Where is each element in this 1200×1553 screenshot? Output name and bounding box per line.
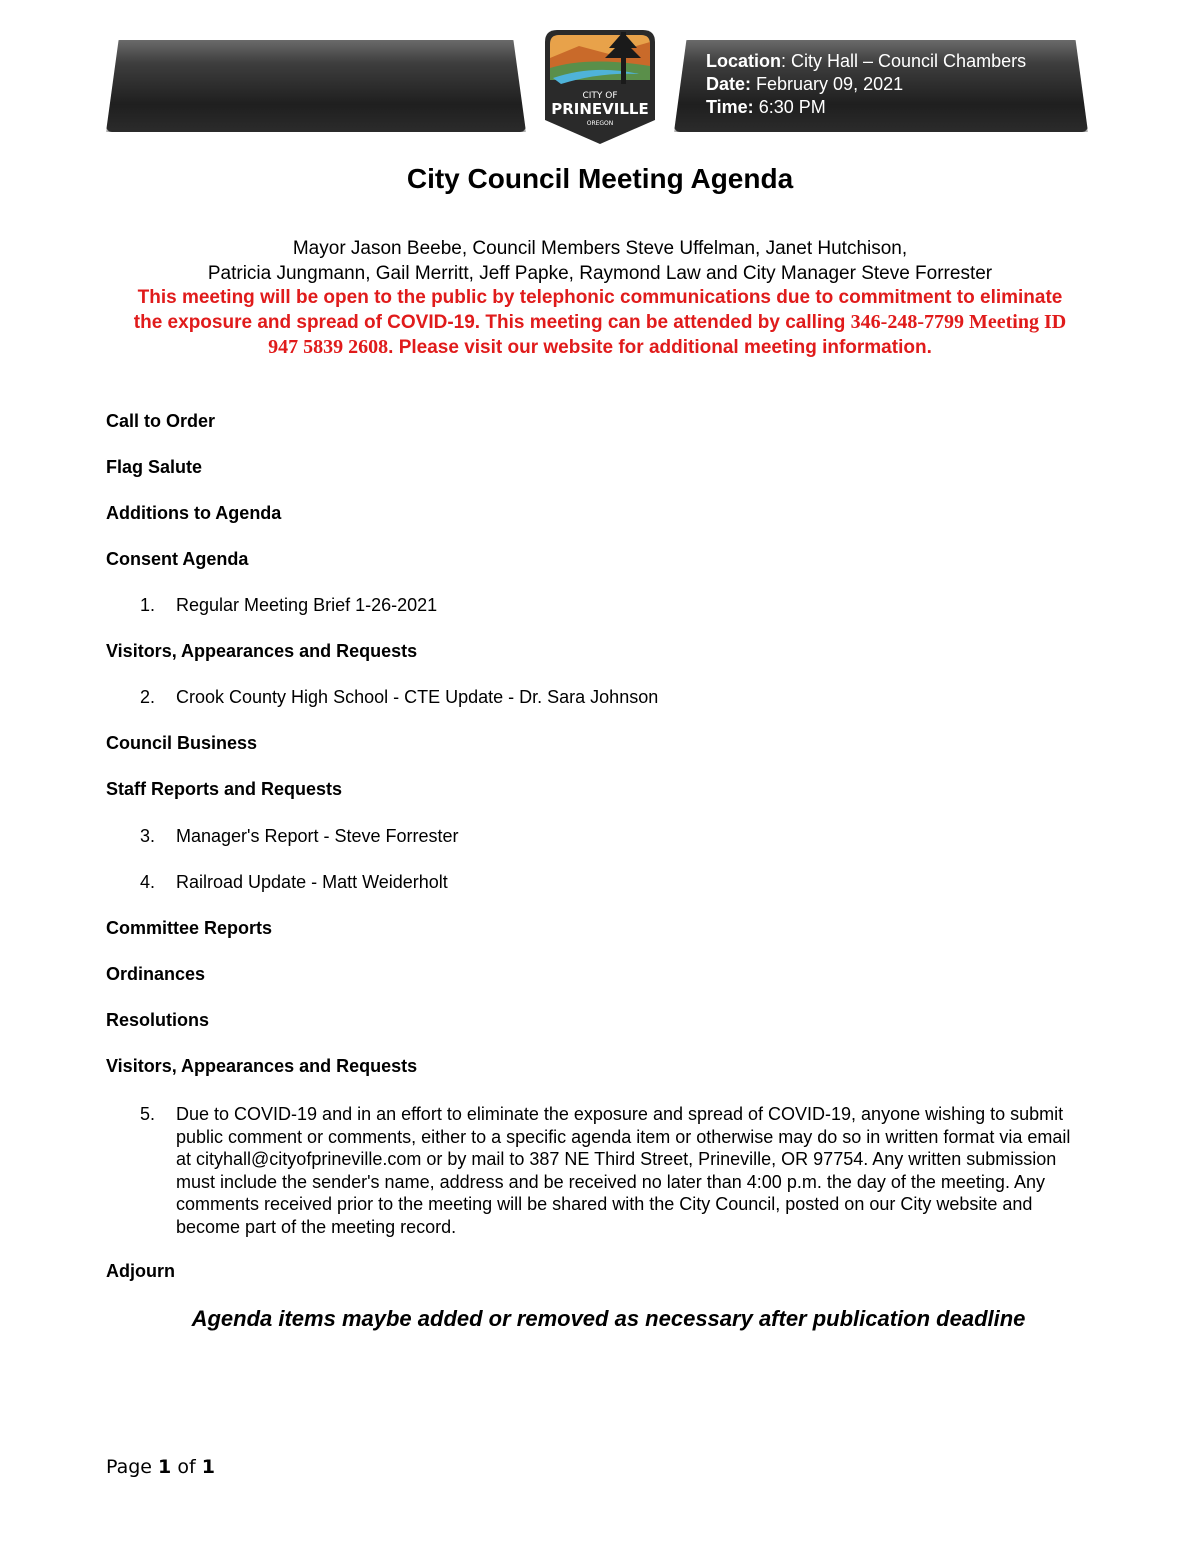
section-resolutions: Resolutions <box>106 1010 210 1030</box>
section-flag-salute: Flag Salute <box>106 457 203 477</box>
logo-text-bottom: OREGON <box>586 120 614 127</box>
date-line: Date: February 09, 2021 <box>706 74 904 94</box>
council-members <box>0 236 1200 286</box>
agenda-item-4: 4. Railroad Update - Matt Weiderholt <box>140 872 448 892</box>
agenda-item-2: 2. Crook County High School - CTE Update - Dr. Sara Johnson <box>140 687 659 707</box>
logo-text-top: CITY OF <box>582 91 618 101</box>
page-number: Page 1 of 1 <box>106 1456 215 1478</box>
section-additions: Additions to Agenda <box>106 503 282 523</box>
logo-text-main: PRINEVILLE <box>551 100 649 118</box>
section-call-to-order: Call to Order <box>106 411 216 431</box>
members-line-1: Mayor Jason Beebe, Council Members Steve Uffelman, Janet Hutchison, <box>292 238 908 259</box>
agenda-item-1: 1. Regular Meeting Brief 1-26-2021 <box>140 595 438 615</box>
phone-number: 346-248-7799 Meeting ID <box>850 311 1067 333</box>
section-committee: Committee Reports <box>106 918 273 938</box>
notice-line-3: 947 5839 2608. Please visit our website for additional meeting information. <box>268 336 932 358</box>
location-line: Location: City Hall – Council Chambers <box>706 51 1027 71</box>
page-title: City Council Meeting Agenda <box>406 163 794 194</box>
section-adjourn: Adjourn <box>106 1261 175 1281</box>
city-logo <box>539 28 661 146</box>
time-line: Time: 6:30 PM <box>706 97 826 117</box>
meeting-id: 947 5839 2608 <box>268 336 389 358</box>
section-staff-reports: Staff Reports and Requests <box>106 779 343 799</box>
notice-line-1: This meeting will be open to the public by telephonic communications due to commitment to eliminate <box>137 287 1063 308</box>
section-visitors-2: Visitors, Appearances and Requests <box>106 1056 418 1076</box>
notice-line-2: the exposure and spread of COVID-19. This meeting can be attended by calling 346-248-7799 Meeting ID <box>133 311 1067 333</box>
header-bar-left <box>106 40 526 132</box>
agenda-item-3: 3. Manager's Report - Steve Forrester <box>140 826 459 846</box>
covid-notice <box>100 285 1100 360</box>
section-council-business: Council Business <box>106 733 258 753</box>
meeting-info <box>706 50 1026 119</box>
members-line-2: Patricia Jungmann, Gail Merritt, Jeff Papke, Raymond Law and City Manager Steve Forrester <box>207 263 993 284</box>
section-consent: Consent Agenda <box>106 549 249 569</box>
footer-note: Agenda items maybe added or removed as necessary after publication deadline <box>191 1306 1026 1331</box>
section-ordinances: Ordinances <box>106 964 206 984</box>
section-visitors-1: Visitors, Appearances and Requests <box>106 641 418 661</box>
agenda-item-5: 5. Due to COVID-19 and in an effort to eliminate the exposure and spread of COVID-19, anyone wishing to submit public comment or comments, either to a specific agenda item or otherwise may do so in written format via email at cityhall@cityofprineville.com or by mail to 387 NE Third Street, Prineville, OR 97754. Any written submission must include the sender's name, address and be received no later than 4:00 p.m. the day of the meeting. Any comments received prior to the meeting will be shared with the City Council, posted on our City website and become part of the meeting record. <box>140 1104 1071 1237</box>
